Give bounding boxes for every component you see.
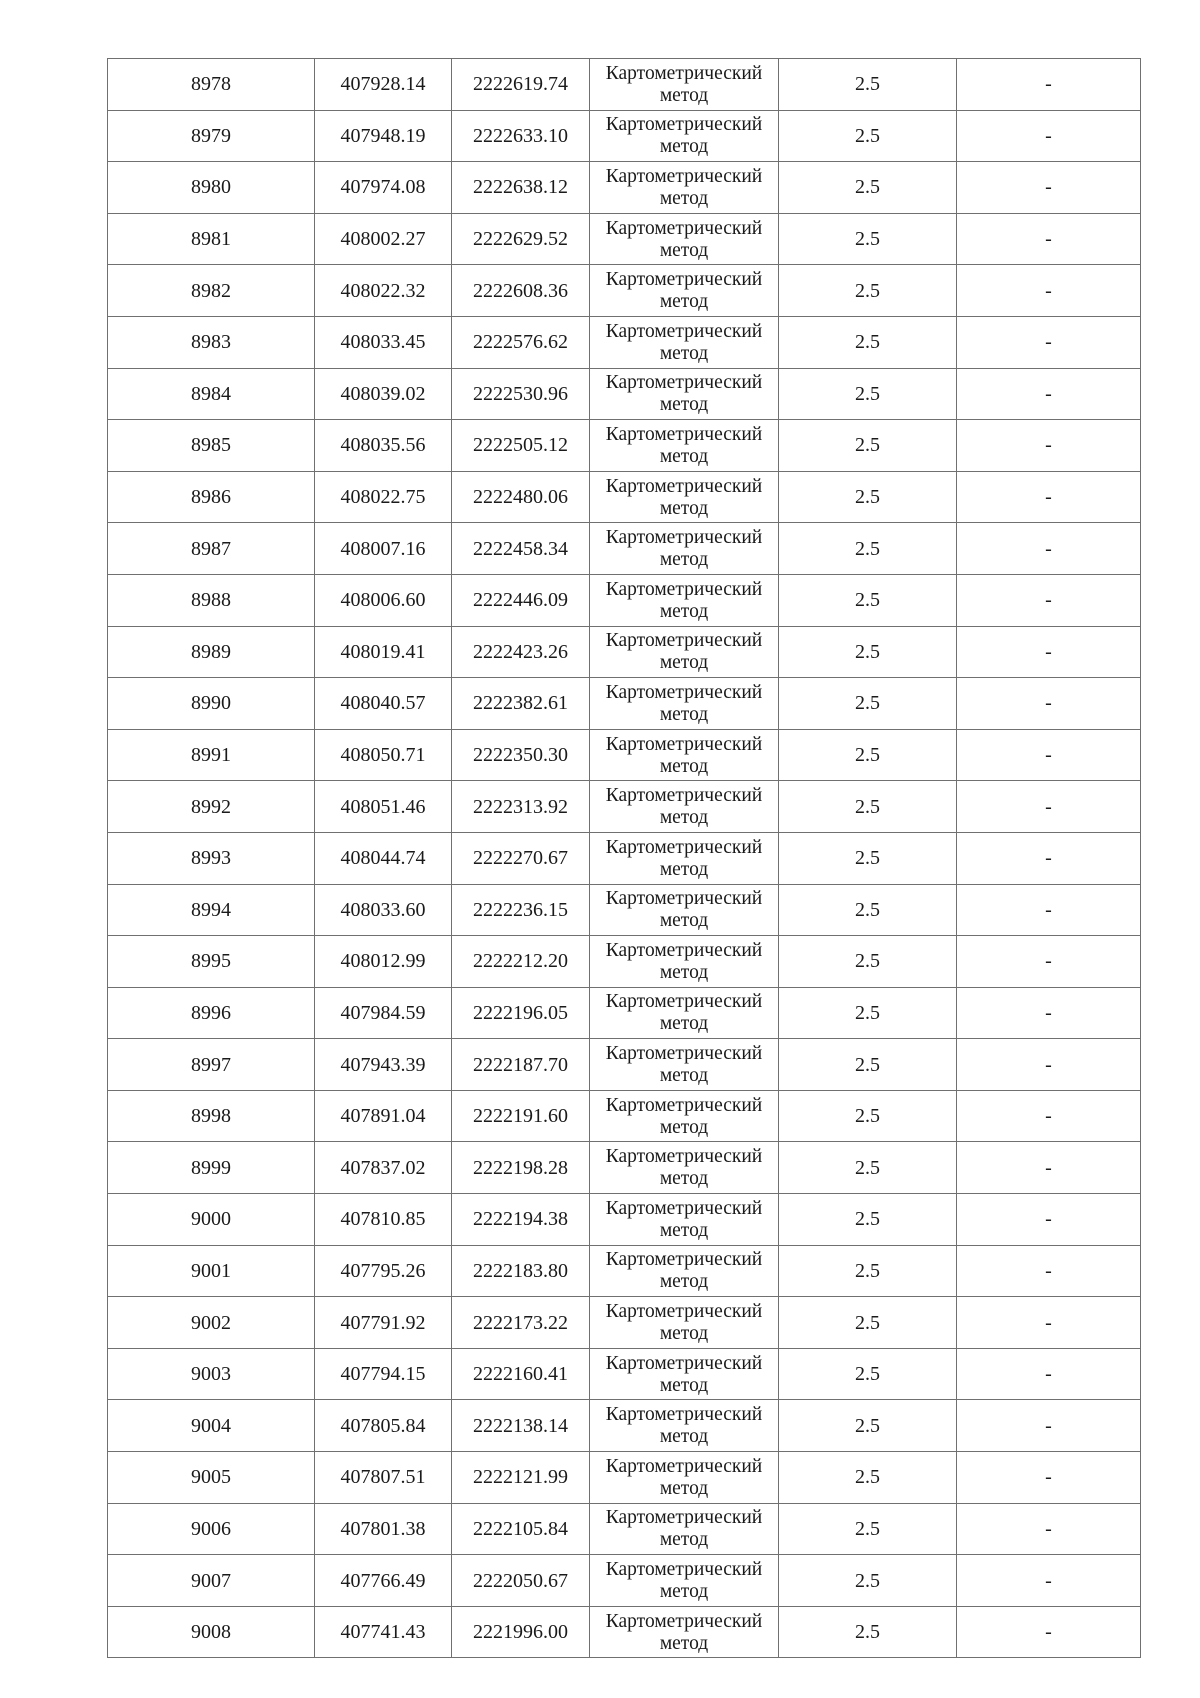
note-cell: - (957, 1039, 1141, 1091)
table-row (108, 626, 1141, 678)
method-line-1: Картометрический (605, 372, 763, 394)
x-coordinate-cell: 407795.26 (315, 1245, 452, 1297)
method-cell (590, 265, 779, 317)
accuracy-cell: 2.5 (779, 265, 957, 317)
accuracy-cell: 2.5 (779, 1090, 957, 1142)
x-coordinate-cell: 407837.02 (315, 1142, 452, 1194)
point-number-cell: 9002 (108, 1297, 315, 1349)
method-line-1: Картометрический (605, 1146, 763, 1168)
y-coordinate-cell: 2222350.30 (452, 729, 590, 781)
method-line-1: Картометрический (605, 1301, 763, 1323)
point-number-cell: 9007 (108, 1555, 315, 1607)
x-coordinate-cell: 407810.85 (315, 1194, 452, 1246)
method-cell (590, 1039, 779, 1091)
note-cell: - (957, 162, 1141, 214)
accuracy-cell: 2.5 (779, 987, 957, 1039)
accuracy-cell: 2.5 (779, 1297, 957, 1349)
y-coordinate-cell: 2222187.70 (452, 1039, 590, 1091)
y-coordinate-cell: 2222480.06 (452, 471, 590, 523)
method-cell (590, 626, 779, 678)
table-row (108, 420, 1141, 472)
x-coordinate-cell: 408006.60 (315, 574, 452, 626)
note-cell: - (957, 213, 1141, 265)
method-cell (590, 1194, 779, 1246)
method-line-2: метод (659, 549, 709, 571)
method-cell (590, 678, 779, 730)
accuracy-cell: 2.5 (779, 471, 957, 523)
method-line-2: метод (659, 858, 709, 880)
method-line-1: Картометрический (605, 1404, 763, 1426)
y-coordinate-cell: 2222270.67 (452, 832, 590, 884)
note-cell: - (957, 626, 1141, 678)
method-line-1: Картометрический (605, 1559, 763, 1581)
accuracy-cell: 2.5 (779, 213, 957, 265)
method-line-2: метод (659, 1426, 709, 1448)
y-coordinate-cell: 2222194.38 (452, 1194, 590, 1246)
y-coordinate-cell: 2222576.62 (452, 316, 590, 368)
accuracy-cell: 2.5 (779, 574, 957, 626)
method-cell (590, 1090, 779, 1142)
accuracy-cell: 2.5 (779, 420, 957, 472)
coordinates-table-body (108, 59, 1141, 1658)
x-coordinate-cell: 408019.41 (315, 626, 452, 678)
note-cell: - (957, 523, 1141, 575)
table-row (108, 1142, 1141, 1194)
table-row (108, 265, 1141, 317)
method-line-2: метод (659, 342, 709, 364)
method-cell (590, 884, 779, 936)
note-cell: - (957, 1090, 1141, 1142)
accuracy-cell: 2.5 (779, 110, 957, 162)
method-line-1: Картометрический (605, 320, 763, 342)
point-number-cell: 8980 (108, 162, 315, 214)
y-coordinate-cell: 2222505.12 (452, 420, 590, 472)
point-number-cell: 8992 (108, 781, 315, 833)
point-number-cell: 8983 (108, 316, 315, 368)
y-coordinate-cell: 2222183.80 (452, 1245, 590, 1297)
x-coordinate-cell: 408044.74 (315, 832, 452, 884)
accuracy-cell: 2.5 (779, 1194, 957, 1246)
table-row (108, 1400, 1141, 1452)
x-coordinate-cell: 407801.38 (315, 1503, 452, 1555)
point-number-cell: 8984 (108, 368, 315, 420)
method-cell (590, 936, 779, 988)
table-row (108, 884, 1141, 936)
x-coordinate-cell: 407943.39 (315, 1039, 452, 1091)
method-line-1: Картометрический (605, 836, 763, 858)
accuracy-cell: 2.5 (779, 626, 957, 678)
method-line-1: Картометрический (605, 1455, 763, 1477)
method-line-1: Картометрический (605, 630, 763, 652)
method-cell (590, 1297, 779, 1349)
note-cell: - (957, 59, 1141, 111)
method-cell (590, 1400, 779, 1452)
point-number-cell: 8979 (108, 110, 315, 162)
method-cell (590, 368, 779, 420)
method-line-2: метод (659, 445, 709, 467)
method-line-2: метод (659, 1013, 709, 1035)
y-coordinate-cell: 2222638.12 (452, 162, 590, 214)
method-line-2: метод (659, 910, 709, 932)
y-coordinate-cell: 2222619.74 (452, 59, 590, 111)
y-coordinate-cell: 2222173.22 (452, 1297, 590, 1349)
x-coordinate-cell: 408022.32 (315, 265, 452, 317)
table-row (108, 1348, 1141, 1400)
note-cell: - (957, 1142, 1141, 1194)
y-coordinate-cell: 2222458.34 (452, 523, 590, 575)
point-number-cell: 8998 (108, 1090, 315, 1142)
method-line-2: метод (659, 1168, 709, 1190)
table-row (108, 1606, 1141, 1658)
table-row (108, 213, 1141, 265)
y-coordinate-cell: 2222382.61 (452, 678, 590, 730)
note-cell: - (957, 936, 1141, 988)
note-cell: - (957, 1452, 1141, 1504)
method-line-1: Картометрический (605, 681, 763, 703)
note-cell: - (957, 420, 1141, 472)
note-cell: - (957, 729, 1141, 781)
table-row (108, 162, 1141, 214)
x-coordinate-cell: 408012.99 (315, 936, 452, 988)
method-cell (590, 110, 779, 162)
table-row (108, 574, 1141, 626)
y-coordinate-cell: 2222530.96 (452, 368, 590, 420)
method-line-2: метод (659, 239, 709, 261)
note-cell: - (957, 1606, 1141, 1658)
method-line-1: Картометрический (605, 475, 763, 497)
method-line-1: Картометрический (605, 1249, 763, 1271)
method-cell (590, 781, 779, 833)
note-cell: - (957, 1245, 1141, 1297)
method-line-1: Картометрический (605, 733, 763, 755)
note-cell: - (957, 987, 1141, 1039)
method-line-1: Картометрический (605, 991, 763, 1013)
note-cell: - (957, 1503, 1141, 1555)
y-coordinate-cell: 2222050.67 (452, 1555, 590, 1607)
method-line-1: Картометрический (605, 578, 763, 600)
accuracy-cell: 2.5 (779, 59, 957, 111)
accuracy-cell: 2.5 (779, 832, 957, 884)
method-line-1: Картометрический (605, 62, 763, 84)
x-coordinate-cell: 407948.19 (315, 110, 452, 162)
table-row (108, 1555, 1141, 1607)
table-row (108, 678, 1141, 730)
method-line-1: Картометрический (605, 165, 763, 187)
method-cell (590, 574, 779, 626)
method-cell (590, 1142, 779, 1194)
accuracy-cell: 2.5 (779, 1400, 957, 1452)
x-coordinate-cell: 407807.51 (315, 1452, 452, 1504)
method-line-1: Картометрический (605, 1507, 763, 1529)
table-row (108, 59, 1141, 111)
note-cell: - (957, 471, 1141, 523)
point-number-cell: 9005 (108, 1452, 315, 1504)
method-cell (590, 213, 779, 265)
note-cell: - (957, 574, 1141, 626)
table-row (108, 1039, 1141, 1091)
method-line-2: метод (659, 1219, 709, 1241)
x-coordinate-cell: 408022.75 (315, 471, 452, 523)
y-coordinate-cell: 2222121.99 (452, 1452, 590, 1504)
method-cell (590, 1503, 779, 1555)
point-number-cell: 8986 (108, 471, 315, 523)
method-line-1: Картометрический (605, 423, 763, 445)
table-row (108, 936, 1141, 988)
accuracy-cell: 2.5 (779, 162, 957, 214)
table-row (108, 316, 1141, 368)
method-line-2: метод (659, 1477, 709, 1499)
table-row (108, 781, 1141, 833)
x-coordinate-cell: 408002.27 (315, 213, 452, 265)
method-line-2: метод (659, 600, 709, 622)
note-cell: - (957, 1194, 1141, 1246)
method-line-2: метод (659, 84, 709, 106)
method-cell (590, 1245, 779, 1297)
accuracy-cell: 2.5 (779, 936, 957, 988)
y-coordinate-cell: 2222212.20 (452, 936, 590, 988)
x-coordinate-cell: 407984.59 (315, 987, 452, 1039)
method-cell (590, 316, 779, 368)
note-cell: - (957, 110, 1141, 162)
point-number-cell: 9006 (108, 1503, 315, 1555)
y-coordinate-cell: 2222236.15 (452, 884, 590, 936)
point-number-cell: 8978 (108, 59, 315, 111)
accuracy-cell: 2.5 (779, 1503, 957, 1555)
y-coordinate-cell: 2222138.14 (452, 1400, 590, 1452)
table-row (108, 1452, 1141, 1504)
accuracy-cell: 2.5 (779, 781, 957, 833)
method-cell (590, 523, 779, 575)
x-coordinate-cell: 408051.46 (315, 781, 452, 833)
accuracy-cell: 2.5 (779, 316, 957, 368)
method-line-2: метод (659, 497, 709, 519)
y-coordinate-cell: 2222446.09 (452, 574, 590, 626)
method-line-2: метод (659, 703, 709, 725)
table-row (108, 110, 1141, 162)
note-cell: - (957, 368, 1141, 420)
table-row (108, 987, 1141, 1039)
note-cell: - (957, 678, 1141, 730)
method-line-2: метод (659, 807, 709, 829)
method-line-1: Картометрический (605, 939, 763, 961)
x-coordinate-cell: 407805.84 (315, 1400, 452, 1452)
note-cell: - (957, 832, 1141, 884)
method-line-2: метод (659, 136, 709, 158)
point-number-cell: 8989 (108, 626, 315, 678)
method-line-1: Картометрический (605, 888, 763, 910)
table-row (108, 1090, 1141, 1142)
table-row (108, 832, 1141, 884)
method-line-2: метод (659, 1271, 709, 1293)
x-coordinate-cell: 408035.56 (315, 420, 452, 472)
x-coordinate-cell: 407928.14 (315, 59, 452, 111)
accuracy-cell: 2.5 (779, 1142, 957, 1194)
method-line-1: Картометрический (605, 1352, 763, 1374)
point-number-cell: 8996 (108, 987, 315, 1039)
x-coordinate-cell: 407891.04 (315, 1090, 452, 1142)
point-number-cell: 9000 (108, 1194, 315, 1246)
table-row (108, 729, 1141, 781)
accuracy-cell: 2.5 (779, 1348, 957, 1400)
method-line-2: метод (659, 652, 709, 674)
x-coordinate-cell: 408039.02 (315, 368, 452, 420)
method-line-2: метод (659, 961, 709, 983)
point-number-cell: 8997 (108, 1039, 315, 1091)
method-line-2: метод (659, 1632, 709, 1654)
y-coordinate-cell: 2222191.60 (452, 1090, 590, 1142)
method-line-1: Картометрический (605, 1043, 763, 1065)
accuracy-cell: 2.5 (779, 523, 957, 575)
note-cell: - (957, 1297, 1141, 1349)
point-number-cell: 8995 (108, 936, 315, 988)
y-coordinate-cell: 2222633.10 (452, 110, 590, 162)
method-line-2: метод (659, 394, 709, 416)
accuracy-cell: 2.5 (779, 729, 957, 781)
x-coordinate-cell: 407741.43 (315, 1606, 452, 1658)
accuracy-cell: 2.5 (779, 1039, 957, 1091)
x-coordinate-cell: 408033.60 (315, 884, 452, 936)
table-row (108, 1503, 1141, 1555)
method-line-2: метод (659, 291, 709, 313)
y-coordinate-cell: 2221996.00 (452, 1606, 590, 1658)
point-number-cell: 9008 (108, 1606, 315, 1658)
accuracy-cell: 2.5 (779, 884, 957, 936)
table-row (108, 1194, 1141, 1246)
accuracy-cell: 2.5 (779, 1245, 957, 1297)
method-line-2: метод (659, 1581, 709, 1603)
y-coordinate-cell: 2222105.84 (452, 1503, 590, 1555)
point-number-cell: 8987 (108, 523, 315, 575)
x-coordinate-cell: 407766.49 (315, 1555, 452, 1607)
point-number-cell: 8993 (108, 832, 315, 884)
note-cell: - (957, 316, 1141, 368)
accuracy-cell: 2.5 (779, 1555, 957, 1607)
method-line-2: метод (659, 187, 709, 209)
y-coordinate-cell: 2222313.92 (452, 781, 590, 833)
table-row (108, 368, 1141, 420)
point-number-cell: 9004 (108, 1400, 315, 1452)
method-line-1: Картометрический (605, 269, 763, 291)
table-row (108, 1297, 1141, 1349)
method-cell (590, 987, 779, 1039)
method-line-1: Картометрический (605, 217, 763, 239)
y-coordinate-cell: 2222196.05 (452, 987, 590, 1039)
method-cell (590, 59, 779, 111)
point-number-cell: 8991 (108, 729, 315, 781)
note-cell: - (957, 884, 1141, 936)
accuracy-cell: 2.5 (779, 1606, 957, 1658)
y-coordinate-cell: 2222629.52 (452, 213, 590, 265)
accuracy-cell: 2.5 (779, 368, 957, 420)
y-coordinate-cell: 2222423.26 (452, 626, 590, 678)
point-number-cell: 8985 (108, 420, 315, 472)
point-number-cell: 8990 (108, 678, 315, 730)
method-line-2: метод (659, 1065, 709, 1087)
method-cell (590, 420, 779, 472)
method-line-2: метод (659, 1323, 709, 1345)
x-coordinate-cell: 408007.16 (315, 523, 452, 575)
point-number-cell: 8988 (108, 574, 315, 626)
method-line-2: метод (659, 1374, 709, 1396)
table-row (108, 1245, 1141, 1297)
point-number-cell: 8982 (108, 265, 315, 317)
method-cell (590, 729, 779, 781)
table-row (108, 523, 1141, 575)
y-coordinate-cell: 2222160.41 (452, 1348, 590, 1400)
method-line-1: Картометрический (605, 1197, 763, 1219)
y-coordinate-cell: 2222198.28 (452, 1142, 590, 1194)
method-cell (590, 832, 779, 884)
x-coordinate-cell: 407974.08 (315, 162, 452, 214)
x-coordinate-cell: 408050.71 (315, 729, 452, 781)
point-number-cell: 9001 (108, 1245, 315, 1297)
method-cell (590, 1555, 779, 1607)
note-cell: - (957, 781, 1141, 833)
method-cell (590, 162, 779, 214)
note-cell: - (957, 265, 1141, 317)
method-line-2: метод (659, 755, 709, 777)
table-row (108, 471, 1141, 523)
method-cell (590, 471, 779, 523)
note-cell: - (957, 1348, 1141, 1400)
method-line-1: Картометрический (605, 785, 763, 807)
accuracy-cell: 2.5 (779, 1452, 957, 1504)
point-number-cell: 8999 (108, 1142, 315, 1194)
method-cell (590, 1452, 779, 1504)
note-cell: - (957, 1555, 1141, 1607)
point-number-cell: 8981 (108, 213, 315, 265)
method-line-1: Картометрический (605, 1610, 763, 1632)
point-number-cell: 8994 (108, 884, 315, 936)
method-cell (590, 1348, 779, 1400)
x-coordinate-cell: 407791.92 (315, 1297, 452, 1349)
note-cell: - (957, 1400, 1141, 1452)
coordinates-table (107, 58, 1141, 1658)
point-number-cell: 9003 (108, 1348, 315, 1400)
x-coordinate-cell: 408033.45 (315, 316, 452, 368)
y-coordinate-cell: 2222608.36 (452, 265, 590, 317)
method-line-1: Картометрический (605, 527, 763, 549)
method-line-1: Картометрический (605, 1094, 763, 1116)
method-line-2: метод (659, 1529, 709, 1551)
method-cell (590, 1606, 779, 1658)
method-line-1: Картометрический (605, 114, 763, 136)
x-coordinate-cell: 408040.57 (315, 678, 452, 730)
accuracy-cell: 2.5 (779, 678, 957, 730)
method-line-2: метод (659, 1116, 709, 1138)
x-coordinate-cell: 407794.15 (315, 1348, 452, 1400)
